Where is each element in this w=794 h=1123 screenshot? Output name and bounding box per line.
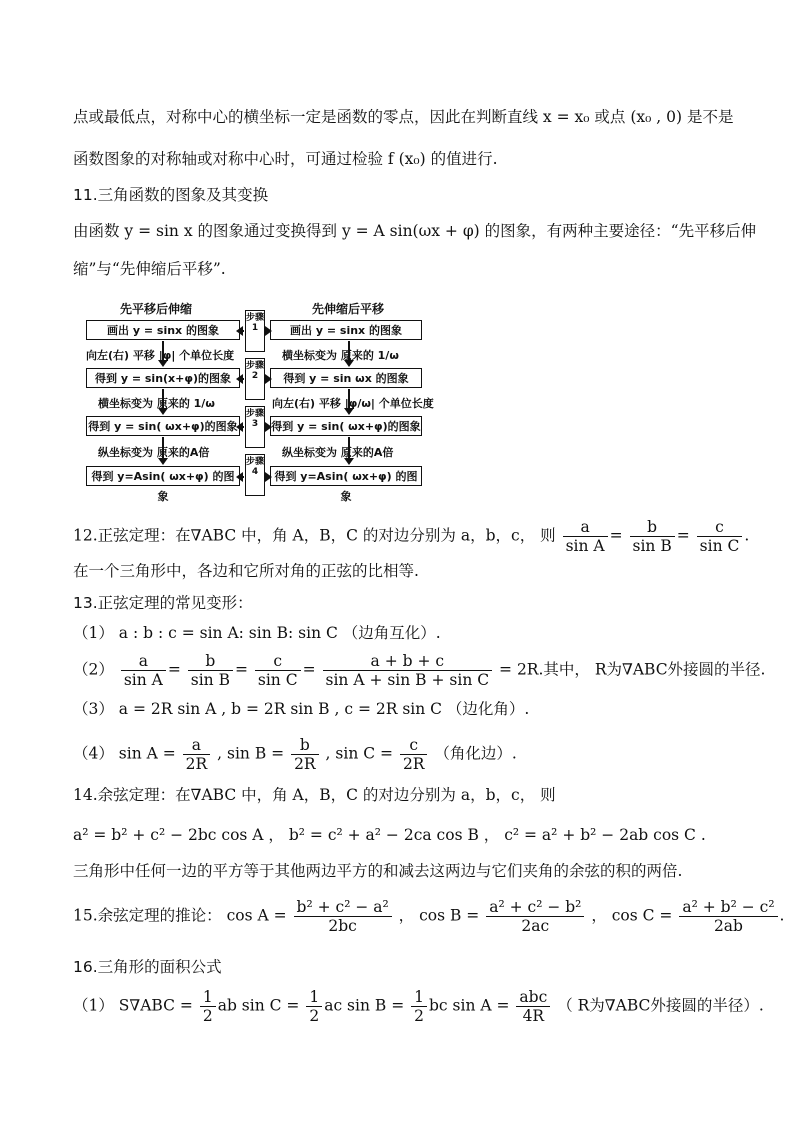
paragraph-line-1: 点或最低点，对称中心的横坐标一定是函数的零点，因此在判断直线 x = x₀ 或点 (x₀ , 0) 是不是 — [73, 108, 734, 126]
variant-2: （2） $\frac{a}{\text{sin A}}$ = $\frac{b}{\text{sin B}}$ = $\frac{c}{\text{sin C}}$ = $\frac{a + b + c}{\text{sin A + sin B + sin C}}$ = 2R.其中， R为∇ABC外接圆的半径. — [73, 652, 766, 689]
right-box-1: 画出 y = sinx 的图象 — [270, 320, 422, 340]
diagram-left-heading: 先平移后伸缩 — [120, 302, 193, 316]
fraction-b-sinB: $\frac{b}{\text{sin B}}$ — [630, 518, 675, 555]
left-label-3: 纵坐标变为 原来的A倍 — [98, 446, 210, 459]
section-heading-11: 11.三角函数的图象及其变换 — [73, 186, 269, 204]
diagram-right-heading: 先伸缩后平移 — [312, 302, 385, 316]
fraction-a-sinA: $\frac{a}{\text{sin A}}$ — [563, 518, 608, 555]
step-box-1: 步骤1 — [245, 310, 265, 352]
law-of-sines-text: 12.正弦定理：在∇ABC 中，角 A，B，C 的对边分别为 a，b，c， 则 — [73, 526, 556, 545]
arrow-left-4 — [242, 476, 244, 478]
arrow-left-1 — [242, 330, 244, 332]
section-heading-16: 16.三角形的面积公式 — [73, 958, 222, 976]
cosine-corollary-line: 15.余弦定理的推论： cos A = $\frac{\text{b² + c² − a²}}{2bc}$ ， cos B = $\frac{\text{a² + c² − b²}}{2ac}$ ， cos C = $\frac{\text{a² + b² − c²}}{2ab}$ . — [73, 898, 785, 935]
paragraph-line-4: 缩”与“先伸缩后平移”. — [73, 260, 226, 278]
step-box-4: 步骤4 — [245, 454, 265, 496]
law-of-cosines-line: 14.余弦定理：在∇ABC 中，角 A，B，C 的对边分别为 a，b，c， 则 — [73, 786, 556, 804]
right-label-3: 纵坐标变为 原来的A倍 — [282, 446, 394, 459]
right-box-3: 得到 y = sin( ωx+φ)的图象 — [270, 416, 422, 436]
cosine-formulas: a² = b² + c² − 2bc cos A ， b² = c² + a² − 2ca cos B ， c² = a² + b² − 2ab cos C . — [73, 826, 706, 844]
law-of-sines-line: 12.正弦定理：在∇ABC 中，角 A，B，C 的对边分别为 a，b，c， 则 $\frac{a}{\text{sin A}}$ = $\frac{b}{\text{sin B}}$ = $\frac{c}{\text{sin C}}$ . — [73, 518, 750, 555]
fraction-c-sinC: $\frac{c}{\text{sin C}}$ — [697, 518, 743, 555]
right-box-4: 得到 y=Asin( ωx+φ) 的图象 — [270, 466, 422, 486]
right-label-2: 向左(右) 平移 |φ/ω| 个单位长度 — [272, 397, 434, 410]
cosine-statement: 三角形中任何一边的平方等于其他两边平方的和减去这两边与它们夹角的余弦的积的两倍. — [73, 862, 683, 880]
arrow-left-3 — [242, 426, 244, 428]
variant-1: （1） a : b : c = sin A: sin B: sin C （边角互化）. — [73, 624, 441, 642]
left-label-2: 横坐标变为 原来的 1/ω — [98, 397, 215, 410]
paragraph-line-3: 由函数 y = sin x 的图象通过变换得到 y = A sin(ωx + φ) 的图象，有两种主要途径：“先平移后伸 — [73, 222, 757, 240]
section-heading-13: 13.正弦定理的常见变形： — [73, 594, 253, 612]
left-box-2: 得到 y = sin(x+φ)的图象 — [86, 368, 240, 388]
right-box-2: 得到 y = sin ωx 的图象 — [270, 368, 422, 388]
variant-3: （3） a = 2R sin A , b = 2R sin B , c = 2R sin C （边化角）. — [73, 700, 530, 718]
area-formula-line: （1） S∇ABC = $\frac{1}{2}$ ab sin C = $\frac{1}{2}$ ac sin B = $\frac{1}{2}$ bc sin A = $\frac{\text{abc}}{4R}$ （ R为∇ABC外接圆的半径）. — [73, 988, 764, 1025]
arrow-left-2 — [242, 378, 244, 380]
left-box-1: 画出 y = sinx 的图象 — [86, 320, 240, 340]
paragraph-sines-statement: 在一个三角形中，各边和它所对角的正弦的比相等. — [73, 562, 419, 580]
paragraph-line-2: 函数图象的对称轴或对称中心时，可通过检验 f (x₀) 的值进行. — [73, 150, 498, 168]
step-box-3: 步骤3 — [245, 406, 265, 448]
left-label-1: 向左(右) 平移 |φ| 个单位长度 — [86, 349, 235, 362]
step-box-2: 步骤2 — [245, 358, 265, 400]
right-label-1: 横坐标变为 原来的 1/ω — [282, 349, 399, 362]
left-box-4: 得到 y=Asin( ωx+φ) 的图象 — [86, 466, 240, 486]
transform-diagram — [86, 298, 434, 503]
variant-4: （4） sin A = $\frac{a}{2R}$ , sin B = $\frac{b}{2R}$ , sin C = $\frac{c}{2R}$ （角化边）. — [73, 736, 517, 773]
left-box-3: 得到 y = sin( ωx+φ)的图象 — [86, 416, 240, 436]
